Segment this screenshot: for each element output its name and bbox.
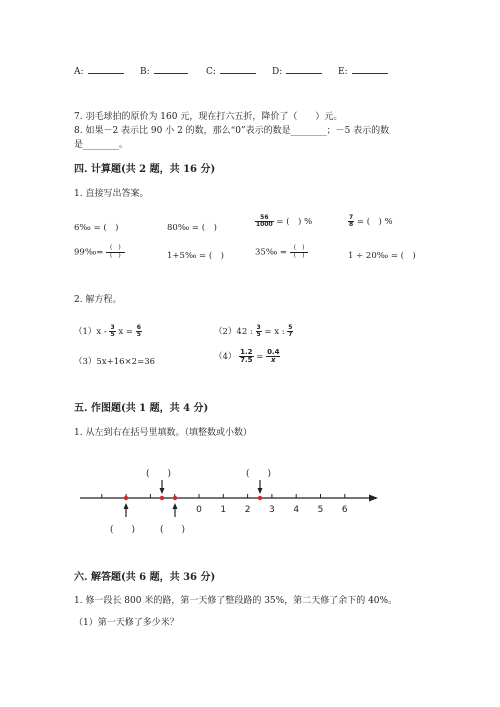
eq-text: （1）x - xyxy=(74,327,107,337)
numerator: 3 xyxy=(256,324,261,331)
fraction xyxy=(266,349,280,364)
red-point-marker xyxy=(160,496,164,500)
fraction xyxy=(287,325,293,338)
calc-prefix: 99‰= xyxy=(74,247,104,258)
eq-text: = xyxy=(256,352,264,362)
denominator: 1000 xyxy=(256,221,273,228)
calc-1c xyxy=(255,215,312,228)
eq-text: （2）42 : xyxy=(214,327,253,337)
axis-arrow-icon xyxy=(369,495,378,502)
answer-paren-top-left[interactable]: ( ) xyxy=(146,469,172,479)
calc-1b: 80‰ = ( ) xyxy=(167,223,217,233)
fraction xyxy=(109,325,115,338)
denominator: ( ) xyxy=(293,251,305,259)
eq-text: = x : xyxy=(264,327,285,337)
question-7: 7. 羽毛球拍的原价为 160 元，现在打六五折，降价了（ ）元。 xyxy=(74,112,343,122)
answer-blank[interactable] xyxy=(154,64,188,74)
denominator: 5 xyxy=(110,331,115,338)
choice-label: D: xyxy=(272,67,283,77)
answer-blank[interactable] xyxy=(220,64,256,74)
down-arrow-icon xyxy=(160,488,165,494)
choice-label: C: xyxy=(206,67,216,77)
tick-label: 1 xyxy=(220,505,227,515)
tick-label: 6 xyxy=(341,505,348,515)
numerator: ( ) xyxy=(290,245,309,253)
down-arrow-icon xyxy=(258,488,263,494)
calc-2b: 1+5‰ = ( ) xyxy=(167,251,225,261)
numerator: 56 xyxy=(255,215,274,222)
section-5-title: 五. 作图题(共 1 题，共 4 分) xyxy=(74,403,209,414)
section-4-q2: 2. 解方程。 xyxy=(74,295,122,305)
tick-label: 3 xyxy=(269,505,275,515)
tick-label: 0 xyxy=(196,505,202,515)
section-6-q1: 1. 修一段长 800 米的路，第一天修了整段路的 35%，第二天修了余下的 40%。 xyxy=(74,596,398,606)
question-8-line2: 是________。 xyxy=(74,140,129,150)
calc-prefix: 35‰ = xyxy=(255,247,288,258)
fraction xyxy=(255,215,274,228)
choice-a xyxy=(74,64,124,77)
numerator: ( ) xyxy=(106,245,125,253)
paren-fraction xyxy=(106,245,125,259)
red-point-marker xyxy=(124,496,128,500)
tick-label: 4 xyxy=(293,505,300,515)
up-arrow-icon xyxy=(173,503,178,509)
red-point-marker xyxy=(258,496,262,500)
equation-3: （3）5x+16×2=36 xyxy=(74,357,156,367)
section-6-title: 六. 解答题(共 6 题，共 36 分) xyxy=(74,572,216,583)
choice-label: B: xyxy=(140,67,150,77)
answer-blank[interactable] xyxy=(352,64,388,74)
calc-2a xyxy=(74,245,125,259)
calc-tail: = ( ) % xyxy=(276,217,313,227)
answer-blank[interactable] xyxy=(88,64,124,74)
section-4-title: 四. 计算题(共 2 题，共 16 分) xyxy=(74,164,216,175)
answer-paren-top-right[interactable]: ( ) xyxy=(246,469,272,479)
denominator: ( ) xyxy=(110,251,121,259)
choice-label: E: xyxy=(338,67,348,77)
question-8-line1: 8. 如果－2 表示比 90 小 2 的数，那么“0”表示的数是________；－5 表示的数 xyxy=(74,126,390,136)
numerator: 3 xyxy=(110,324,115,331)
section-5-q1: 1. 从左到右在括号里填数。（填整数或小数） xyxy=(74,428,252,438)
choice-c xyxy=(206,64,256,77)
calc-2c xyxy=(255,245,308,259)
equation-4 xyxy=(214,349,280,364)
answer-paren-bottom-left[interactable]: ( ) xyxy=(110,525,136,535)
choice-e xyxy=(338,64,388,77)
calc-1a: 6‰ = ( ) xyxy=(74,223,119,233)
numerator: 7 xyxy=(349,214,354,221)
answer-blank[interactable] xyxy=(286,64,322,74)
fraction xyxy=(256,325,262,338)
fraction xyxy=(239,349,253,364)
fraction xyxy=(136,325,142,338)
equation-2 xyxy=(214,325,293,338)
section-4-q1: 1. 直接写出答案。 xyxy=(74,189,149,199)
denominator: 7 xyxy=(288,331,293,338)
eq-text: x = xyxy=(118,327,133,337)
up-arrow-icon xyxy=(124,503,129,509)
calc-1d xyxy=(348,215,393,228)
denominator: 5 xyxy=(256,331,261,338)
numerator: 5 xyxy=(288,324,293,331)
choice-d xyxy=(272,64,322,77)
numerator: 6 xyxy=(136,324,141,331)
section-6-q1-sub1: （1）第一天修了多少米？ xyxy=(74,618,179,628)
numerator: 1.2 xyxy=(240,348,253,356)
answer-paren-bottom-right[interactable]: ( ) xyxy=(160,525,186,535)
calc-2d: 1 ÷ 20‰ = ( ) xyxy=(348,251,416,261)
denominator: x xyxy=(271,356,276,364)
fraction xyxy=(348,215,354,228)
red-point-marker xyxy=(173,496,177,500)
denominator: 7.5 xyxy=(240,356,253,364)
eq-text: （4） xyxy=(214,352,237,362)
calc-tail: = ( ) % xyxy=(356,217,393,227)
denominator: 5 xyxy=(136,331,141,338)
numerator: 0.4 xyxy=(267,348,280,356)
tick-label: 5 xyxy=(317,505,324,515)
choice-label: A: xyxy=(74,67,84,77)
denominator: 8 xyxy=(349,221,354,228)
equation-1 xyxy=(74,325,142,338)
paren-fraction xyxy=(290,245,309,259)
choice-b xyxy=(140,64,188,77)
tick-label: 2 xyxy=(244,505,251,515)
